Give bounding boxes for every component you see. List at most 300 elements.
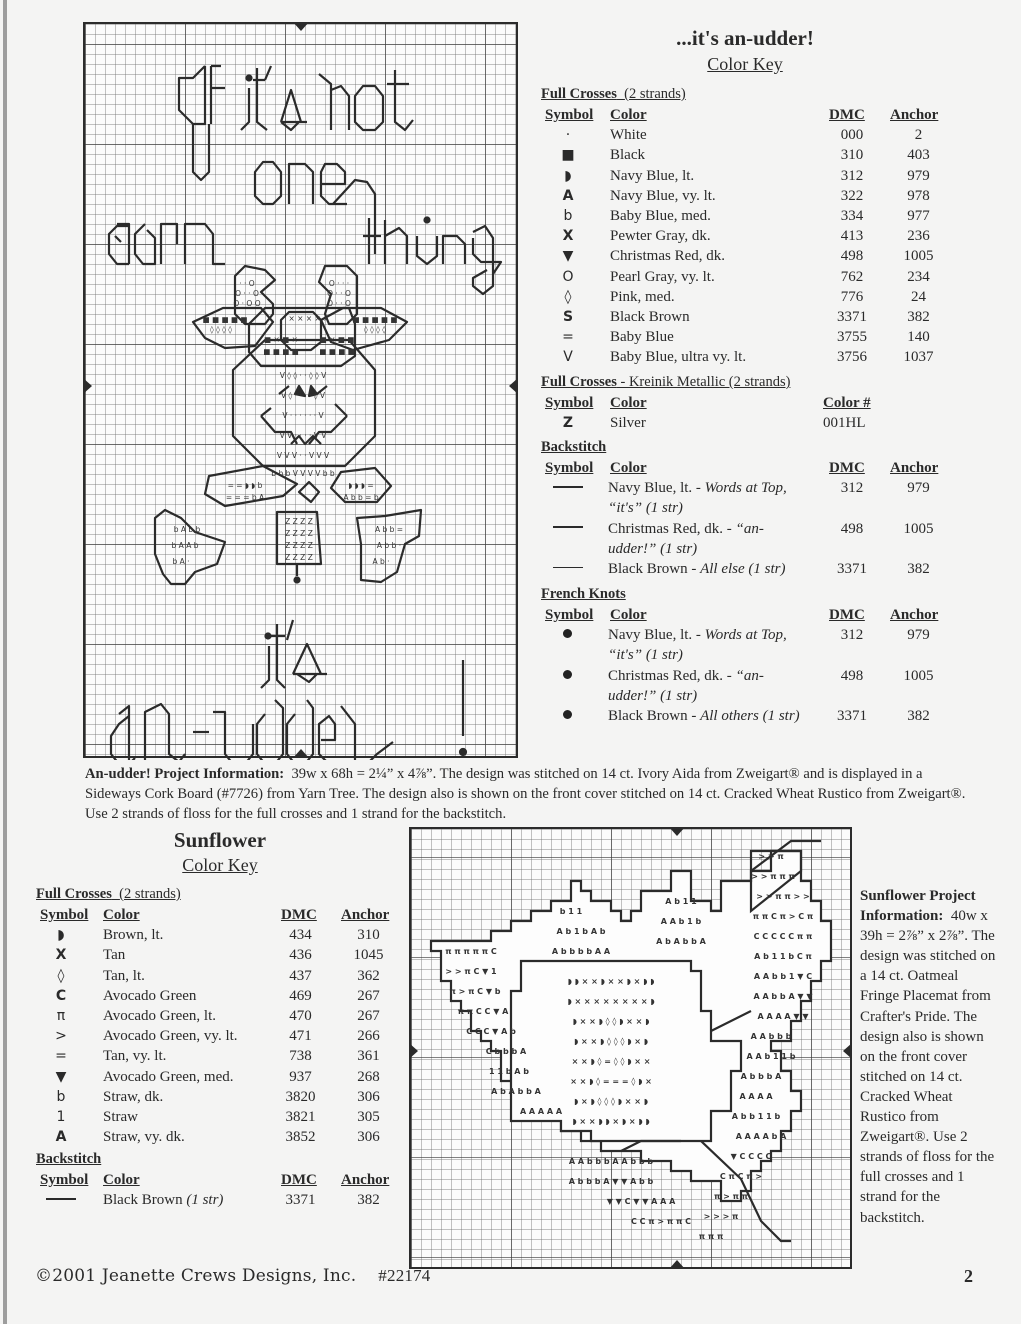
dmc-number: 498 [840, 248, 864, 265]
svg-text:O · · ·: O · · · [328, 279, 350, 288]
backstitch-line-icon [553, 486, 583, 488]
svg-text:A A A A ▼ ▼: A A A A ▼ ▼ [757, 1012, 809, 1021]
svg-text:V ◊ · · · · ◊ V: V ◊ · · · · ◊ V [281, 391, 325, 400]
header-dmc: DMC [829, 460, 865, 476]
stitch-symbol-icon: C [55, 987, 67, 1004]
dmc-number: 436 [289, 947, 312, 964]
table-row [541, 327, 961, 347]
table-row [36, 945, 406, 965]
anchor-number: 2 [914, 127, 923, 144]
svg-text:A A b b b A A b b b: A A b b b A A b b b [568, 1157, 654, 1166]
anchor-number: 306 [357, 1088, 380, 1105]
header-color: Color [610, 460, 647, 476]
color-name: Tan, lt. [103, 967, 145, 984]
header-color: Color [103, 907, 140, 923]
stitch-symbol-icon: A [55, 1129, 67, 1146]
header-dmc: DMC [281, 907, 317, 923]
table-row [36, 1087, 406, 1107]
color-name: Avocado Green [103, 987, 197, 1004]
color-name: Christmas Red, dk. - “an-udder!” (1 str) [608, 520, 764, 557]
table-row [541, 246, 961, 266]
stitch-symbol-icon: ◗ [57, 927, 65, 944]
sunflower-chart-artwork [411, 829, 854, 1271]
svg-text:C C π > π π C: C C π > π π C [630, 1217, 692, 1226]
footer-copyright [35, 1266, 431, 1286]
anchor-number: 1005 [903, 520, 934, 537]
table-header-row [541, 605, 961, 625]
center-marker-top [669, 827, 685, 836]
dmc-number: 312 [840, 480, 864, 497]
udder-title: ...it's an-udder! [676, 26, 814, 50]
dmc-number: 322 [840, 187, 864, 204]
anchor-number: 267 [357, 987, 380, 1004]
svg-text:◗ × × ◗ ◊ ◊ ◗ × × ◗: ◗ × × ◗ ◊ ◊ ◗ × × ◗ [572, 1017, 650, 1026]
sunflower-color-key-label: Color Key [182, 855, 258, 875]
svg-text:A b b = b: A b b = b [343, 493, 379, 502]
udder-color-key-label: Color Key [707, 54, 783, 74]
udder-french-knots-heading: French Knots [541, 586, 626, 602]
dmc-number: 498 [840, 520, 864, 537]
svg-text:1 1 b A b: 1 1 b A b [489, 1067, 529, 1076]
svg-text:× × ◗ ◊ = ◊ ◊ ◗ × ×: × × ◗ ◊ = ◊ ◊ ◗ × × [571, 1057, 651, 1066]
anchor-number: 305 [357, 1108, 380, 1125]
table-row [36, 1127, 406, 1147]
svg-text:A A A A b A: A A A A b A [735, 1132, 787, 1141]
color-name: Pewter Gray, dk. [610, 228, 711, 245]
table-row [36, 1026, 406, 1046]
svg-text:π π C C ▼ A: π π C C ▼ A [457, 1007, 509, 1016]
svg-text:A b b b b A A: A b b b b A A [551, 947, 611, 956]
anchor-number: 266 [357, 1028, 380, 1045]
color-name: Straw [103, 1108, 138, 1125]
dmc-number: 3371 [285, 1192, 316, 1209]
svg-text:V V · · · · V V: V V · · · · V V [279, 431, 327, 440]
table-row [541, 706, 961, 726]
dmc-number: 3821 [285, 1108, 316, 1125]
svg-text:A A b b 1 ▼ C: A A b b 1 ▼ C [753, 972, 813, 981]
stitch-symbol-icon: O [562, 268, 574, 285]
stitch-symbol-icon: ▼ [55, 1068, 67, 1085]
table-header-row [36, 1170, 406, 1190]
dmc-number: 3755 [837, 329, 867, 346]
table-header-row [541, 458, 961, 478]
stitch-symbol-icon: ◗ [564, 167, 572, 184]
copyright-text: ©2001 Jeanette Crews Designs, Inc. [35, 1266, 357, 1286]
color-name: Straw, vy. dk. [103, 1129, 185, 1146]
header-symbol: Symbol [545, 460, 594, 476]
table-row [36, 986, 406, 1006]
table-row [541, 519, 961, 559]
svg-text:b A ·: b A · [172, 557, 190, 566]
anchor-number: 977 [907, 207, 930, 224]
svg-text:A b b 1 1 b: A b b 1 1 b [731, 1112, 781, 1121]
dmc-number: 312 [840, 627, 864, 644]
anchor-number: 979 [907, 627, 930, 644]
svg-text:A b b b A: A b b b A [740, 1072, 782, 1081]
udder-full-crosses-note: (2 strands) [624, 86, 686, 102]
dmc-number: 310 [840, 147, 864, 164]
table-row [36, 1046, 406, 1066]
svg-text:π π π π π C: π π π π π C [445, 947, 497, 956]
backstitch-line-icon [553, 567, 583, 569]
dmc-number: 776 [840, 288, 864, 305]
svg-text:A b b =: A b b = [374, 525, 404, 534]
svg-text:◗ × × ◗ ◗ × ◗ × ◗ ◗: ◗ × × ◗ ◗ × ◗ × ◗ ◗ [572, 1117, 650, 1126]
svg-text:A b A b b A: A b A b b A [656, 937, 706, 946]
svg-text:▼ ▼ C ▼ ▼ A A A: ▼ ▼ C ▼ ▼ A A A [606, 1197, 676, 1206]
stitch-symbol-icon: S [562, 308, 574, 325]
udder-project-information [85, 764, 975, 824]
svg-text:■ ■ ■ ■: ■ ■ ■ ■ [263, 347, 299, 356]
table-row [541, 267, 961, 287]
header-anchor: Anchor [890, 607, 939, 623]
svg-text:■ ■ ■ ■ ■: ■ ■ ■ ■ ■ [202, 315, 248, 324]
udder-full-crosses-heading: Full Crosses (2 strands) [541, 86, 686, 102]
svg-text:b 1 1: b 1 1 [559, 907, 583, 916]
dmc-number: 413 [840, 228, 864, 245]
svg-text:Z Z Z Z: Z Z Z Z [285, 529, 313, 538]
french-knot-dot-icon [563, 670, 572, 679]
stitch-symbol-icon: ▼ [562, 248, 574, 265]
udder-metallic-heading: Full Crosses - Kreinik Metallic (2 strands) [541, 374, 791, 390]
udder-metallic-table [541, 393, 961, 433]
svg-text:× × × × ×: × × × × × [288, 314, 330, 323]
svg-text:◊ ◊ ◊ ◊: ◊ ◊ ◊ ◊ [364, 325, 386, 334]
anchor-number: 978 [907, 187, 930, 204]
stitch-symbol-icon: = [55, 1048, 67, 1065]
sunflower-project-info-text: 40w x 39h = 2⅞” x 2⅞”. The design was stitched on a 14 ct. Oatmeal Fringe Placemat from Crafter's Pride. The design also is shown on the front cover stitched on 14 ct. Cracked Wheat Rustico from Zweigart®. Use 2 strands of floss for the full crosses and 1 strand for the backstitch. [860, 908, 996, 1226]
stitch-symbol-icon: ■ [561, 147, 575, 164]
dmc-number: 3756 [837, 349, 867, 366]
french-knot-dot-icon [563, 629, 572, 638]
udder-backstitch-heading: Backstitch [541, 439, 607, 455]
svg-text:A b 1 1: A b 1 1 [665, 897, 697, 906]
table-header-row [541, 393, 961, 413]
svg-text:C C C C C π π: C C C C C π π [753, 932, 813, 941]
svg-text:× × ◗ ◊ = = = ◊ ◗ ×: × × ◗ ◊ = = = ◊ ◗ × [570, 1077, 652, 1086]
udder-french-knots-table [541, 605, 961, 726]
table-row [541, 666, 961, 706]
header-color: Color [610, 607, 647, 623]
svg-text:π > π C ▼ b: π > π C ▼ b [449, 987, 501, 996]
color-name: Brown, lt. [103, 927, 164, 944]
svg-text:O · · O: O · · O [235, 289, 259, 298]
color-name: White [610, 127, 647, 144]
svg-text:π π π: π π π [698, 1232, 724, 1241]
svg-text:◗ × × ◗ ◊ ◊ ◊ ◗ × ◗: ◗ × × ◗ ◊ ◊ ◊ ◗ × ◗ [574, 1037, 648, 1046]
table-row [541, 347, 961, 367]
udder-chart-artwork [85, 24, 520, 760]
table-row [541, 307, 961, 327]
dmc-number: 469 [289, 987, 312, 1004]
center-marker-bottom [293, 749, 309, 758]
header-symbol: Symbol [545, 107, 594, 123]
udder-full-crosses-table [541, 105, 961, 367]
anchor-number: 234 [907, 268, 930, 285]
table-row [36, 1107, 406, 1127]
pattern-number: #22174 [378, 1266, 431, 1285]
udder-project-info-label: An-udder! Project Information: [85, 766, 285, 782]
table-row [541, 287, 961, 307]
svg-text:= = ◗ ◗ b: = = ◗ ◗ b [227, 481, 263, 490]
anchor-number: 382 [907, 308, 930, 325]
table-row [36, 966, 406, 986]
svg-text:■ × ■ ■: ■ × ■ ■ [319, 335, 355, 344]
header-anchor: Anchor [890, 107, 939, 123]
anchor-number: 1045 [353, 947, 384, 964]
header-anchor: Anchor [341, 1172, 390, 1188]
color-name: Navy Blue, vy. lt. [610, 187, 716, 204]
anchor-number: 403 [907, 147, 930, 164]
svg-text:Z Z Z Z: Z Z Z Z [285, 541, 313, 550]
svg-text:A b 1 b A b: A b 1 b A b [556, 927, 606, 936]
anchor-number: 979 [907, 167, 930, 184]
svg-text:◗ × ◗ ◊ ◊ ◊ ◗ × × ◗: ◗ × ◗ ◊ ◊ ◊ ◗ × × ◗ [574, 1097, 648, 1106]
anchor-number: 267 [357, 1007, 380, 1024]
backstitch-line-icon [553, 526, 583, 528]
svg-text:A b 1 1 b C π: A b 1 1 b C π [754, 952, 812, 961]
svg-text:A b b ·: A b b · [376, 541, 402, 550]
stitch-symbol-icon: ◊ [57, 967, 65, 984]
svg-text:· · O: · · O [239, 279, 255, 288]
stitch-symbol-icon: A [562, 187, 574, 204]
anchor-number: 382 [357, 1192, 380, 1209]
color-name: Navy Blue, lt. - Words at Top, “it's” (1 str) [608, 627, 787, 664]
svg-text:b A A b: b A A b [171, 541, 199, 550]
sunflower-project-information [860, 886, 1000, 1228]
stitch-symbol-icon: b [56, 1088, 66, 1105]
center-marker-right [509, 378, 518, 394]
color-name: Black Brown [610, 308, 690, 325]
stitch-symbol-icon: π [56, 1007, 66, 1024]
color-name: Baby Blue, ultra vy. lt. [610, 349, 747, 366]
color-name: Navy Blue, lt. [610, 167, 695, 184]
svg-text:A b ·: A b · [372, 557, 390, 566]
header-dmc: DMC [829, 107, 865, 123]
table-row [541, 478, 961, 518]
dmc-number: 738 [289, 1048, 312, 1065]
sunflower-cross-stitch-chart [409, 827, 852, 1269]
kreinik-color-number: 001HL [823, 415, 866, 432]
dmc-number: 3371 [837, 707, 867, 724]
svg-text:◗ ◗ ◗ =: ◗ ◗ ◗ = [348, 481, 374, 490]
dmc-number: 312 [840, 167, 864, 184]
stitch-symbol-icon: X [55, 947, 67, 964]
anchor-number: 140 [907, 329, 930, 346]
table-row [36, 1006, 406, 1026]
sunflower-backstitch-heading: Backstitch [36, 1151, 102, 1167]
color-name: Navy Blue, lt. - Words at Top, “it's” (1 str) [608, 480, 787, 517]
dmc-number: 3820 [285, 1088, 316, 1105]
anchor-number: 382 [907, 707, 930, 724]
center-marker-right [843, 1043, 852, 1059]
svg-text:A A b 1 b: A A b 1 b [660, 917, 702, 926]
page-number: 2 [964, 1266, 973, 1286]
dmc-number: 434 [289, 927, 312, 944]
anchor-number: 268 [357, 1068, 380, 1085]
stitch-symbol-icon: X [562, 228, 574, 245]
header-color-number: Color # [823, 395, 871, 411]
anchor-number: 979 [907, 480, 930, 497]
stitch-symbol-icon: 1 [56, 1108, 66, 1125]
color-name: Silver [610, 415, 646, 432]
dmc-number: 470 [289, 1007, 312, 1024]
table-row [36, 925, 406, 945]
color-name: Avocado Green, vy. lt. [103, 1028, 238, 1045]
stitch-symbol-icon: > [55, 1028, 67, 1045]
svg-text:A b A b b A: A b A b b A [491, 1087, 541, 1096]
stitch-symbol-icon: · [565, 127, 571, 144]
color-name: Christmas Red, dk. [610, 248, 725, 265]
header-anchor: Anchor [341, 907, 390, 923]
color-name: Baby Blue, med. [610, 207, 711, 224]
svg-text:Z Z Z Z: Z Z Z Z [285, 517, 313, 526]
svg-text:C b b b A: C b b b A [485, 1047, 527, 1056]
center-marker-left [83, 378, 92, 394]
table-row [541, 166, 961, 186]
table-row [541, 226, 961, 246]
color-name: Black Brown - All others (1 str) [608, 707, 800, 724]
svg-text:> > > π: > > > π [703, 1212, 739, 1221]
header-color: Color [103, 1172, 140, 1188]
color-name: Black [610, 147, 645, 164]
header-symbol: Symbol [40, 1172, 89, 1188]
svg-text:> > π: > > π [758, 852, 784, 861]
french-knot-dot-icon [563, 710, 572, 719]
anchor-number: 24 [911, 288, 926, 305]
svg-text:= = = b A: = = = b A [225, 493, 265, 502]
color-name: Straw, dk. [103, 1088, 164, 1105]
header-anchor: Anchor [890, 460, 939, 476]
anchor-number: 382 [907, 560, 930, 577]
stitch-symbol-icon: ◊ [564, 288, 572, 305]
svg-text:A A b b b: A A b b b [750, 1032, 792, 1041]
color-name: Tan [103, 947, 126, 964]
svg-text:Z Z Z Z: Z Z Z Z [285, 553, 313, 562]
svg-text:O · · O: O · · O [327, 289, 351, 298]
color-name: Pink, med. [610, 288, 675, 305]
svg-text:b b b V V V V b b: b b b V V V V b b [271, 469, 335, 478]
svg-text:◗ ◗ × × ◗ × × ◗ × ◗ ◗: ◗ ◗ × × ◗ × × ◗ × ◗ ◗ [567, 977, 655, 986]
dmc-number: 334 [840, 207, 864, 224]
table-row [541, 625, 961, 665]
dmc-number: 3371 [837, 560, 867, 577]
udder-project-info-text: 39w x 68h = 2¼” x 4⅞”. The design was stitched on 14 ct. Ivory Aida from Zweigart® and is displayed in a Sideways Cork Board (#7726) from Yarn Tree. The design also is shown on the front cover stitched on 14 ct. Cracked Wheat Rustico from Zweigart®. Use 2 strands of floss for the full crosses and 1 strand for the backstitch. [85, 766, 966, 822]
header-symbol: Symbol [545, 395, 594, 411]
sunflower-full-crosses-note: (2 strands) [119, 886, 181, 902]
color-name: Pearl Gray, vy. lt. [610, 268, 715, 285]
stitch-symbol-icon: b [563, 207, 573, 224]
table-row [541, 125, 961, 145]
stitch-symbol-icon: = [562, 329, 574, 346]
svg-text:A A A A: A A A A [739, 1092, 773, 1101]
udder-backstitch-table [541, 458, 961, 579]
header-symbol: Symbol [40, 907, 89, 923]
header-color: Color [610, 107, 647, 123]
color-name: Black Brown (1 str) [103, 1192, 224, 1209]
dmc-number: 000 [840, 127, 864, 144]
svg-text:> > π π > >: > > π π > > [756, 892, 810, 901]
svg-text:V ◊ ◊ · · ◊ ◊ V: V ◊ ◊ · · ◊ ◊ V [279, 371, 327, 380]
svg-text:▼ C C C C: ▼ C C C C [730, 1152, 772, 1161]
anchor-number: 362 [357, 967, 380, 984]
header-dmc: DMC [281, 1172, 317, 1188]
stitch-symbol-icon: V [563, 349, 573, 366]
anchor-number: 306 [357, 1129, 380, 1146]
udder-cross-stitch-chart [83, 22, 518, 758]
stitch-symbol-icon: Z [562, 415, 574, 432]
anchor-number: 361 [357, 1048, 380, 1065]
color-name: Avocado Green, med. [103, 1068, 234, 1085]
sunflower-full-crosses-heading: Full Crosses (2 strands) [36, 886, 181, 902]
dmc-number: 471 [289, 1028, 312, 1045]
table-row [36, 1067, 406, 1087]
dmc-number: 3852 [285, 1129, 316, 1146]
table-row [541, 145, 961, 165]
sunflower-project-info-label: Sunflower Project Information: [860, 888, 976, 925]
anchor-number: 236 [907, 228, 930, 245]
anchor-number: 310 [357, 927, 380, 944]
svg-text:b A b b: b A b b [173, 525, 201, 534]
svg-text:A A b b A ▼ ▼: A A b b A ▼ ▼ [753, 992, 813, 1001]
dmc-number: 937 [289, 1068, 312, 1085]
color-name: Avocado Green, lt. [103, 1007, 217, 1024]
svg-text:■ ■ ■ ■ ■: ■ ■ ■ ■ ■ [352, 315, 398, 324]
dmc-number: 498 [840, 667, 864, 684]
svg-text:A A b 1 1 b: A A b 1 1 b [746, 1052, 796, 1061]
svg-text:C C C ▼ A b: C C C ▼ A b [466, 1027, 516, 1036]
svg-text:◊ ◊ ◊ ◊: ◊ ◊ ◊ ◊ [210, 325, 232, 334]
center-marker-top [293, 22, 309, 31]
anchor-number: 1005 [903, 667, 934, 684]
svg-text:π π C π > C π: π π C π > C π [752, 912, 814, 921]
header-color: Color [610, 395, 647, 411]
svg-text:O · · O: O · · O [327, 299, 351, 308]
dmc-number: 437 [289, 967, 312, 984]
anchor-number: 1037 [903, 349, 934, 366]
header-dmc: DMC [829, 607, 865, 623]
table-row [541, 413, 961, 433]
page-binding-edge [3, 0, 7, 1324]
sunflower-full-crosses-table [36, 905, 406, 1147]
color-name: Christmas Red, dk. - “an-udder!” (1 str) [608, 667, 764, 704]
backstitch-line-icon [46, 1198, 76, 1200]
table-row [541, 559, 961, 579]
anchor-number: 1005 [903, 248, 934, 265]
svg-text:> > π C ▼ 1: > > π C ▼ 1 [445, 967, 497, 976]
table-row [36, 1190, 406, 1210]
svg-text:V · · · · · · V: V · · · · · · V [282, 411, 324, 420]
dmc-number: 3371 [837, 308, 867, 325]
table-row [541, 186, 961, 206]
center-marker-bottom [669, 1260, 685, 1269]
table-header-row [36, 905, 406, 925]
color-name: Tan, vy. lt. [103, 1048, 167, 1065]
udder-metallic-note: - Kreinik Metallic (2 strands) [620, 374, 791, 390]
table-header-row [541, 105, 961, 125]
dmc-number: 762 [840, 268, 864, 285]
sunflower-backstitch-table [36, 1170, 406, 1210]
header-symbol: Symbol [545, 607, 594, 623]
table-row [541, 206, 961, 226]
svg-text:■ ■ ■ ■: ■ ■ ■ ■ [319, 347, 355, 356]
svg-text:C π C π >: C π C π > [719, 1172, 763, 1181]
svg-text:◗ × × × × × × × × ◗: ◗ × × × × × × × × ◗ [567, 997, 655, 1006]
svg-text:π > π π: π > π π [713, 1192, 749, 1201]
svg-text:A A A A A: A A A A A [519, 1107, 563, 1116]
svg-text:> > π π π: > > π π π [751, 872, 795, 881]
center-marker-left [409, 1043, 418, 1059]
